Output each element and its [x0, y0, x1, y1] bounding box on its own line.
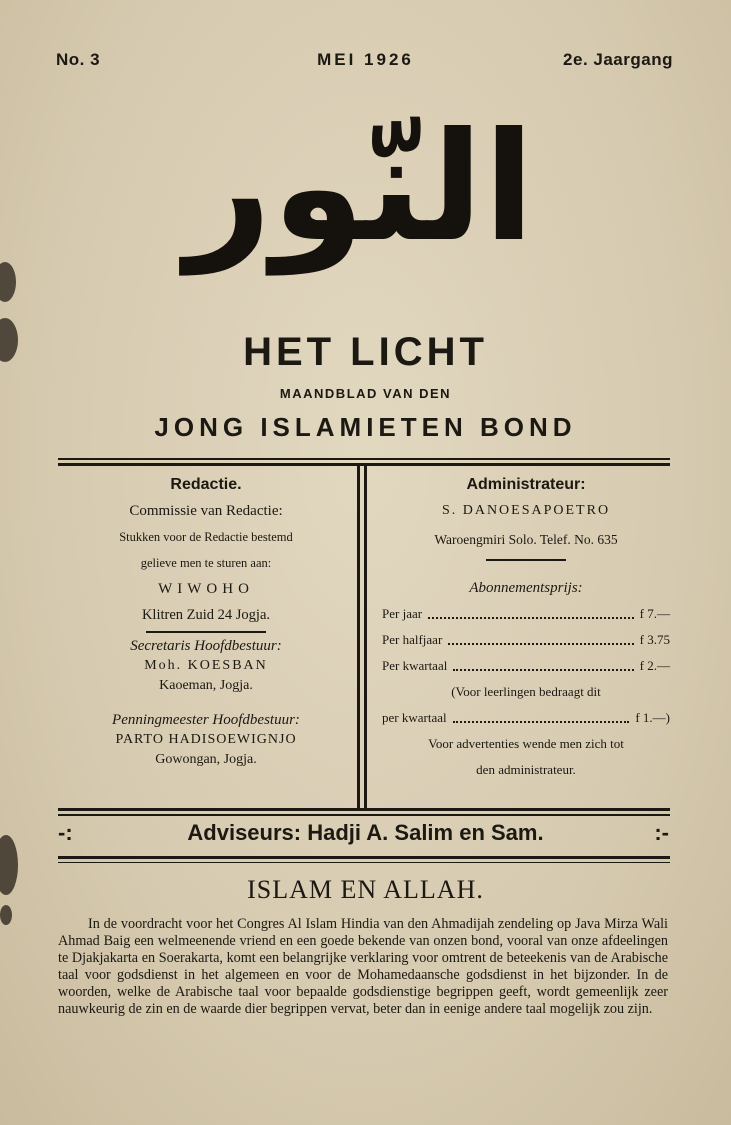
- treasurer-label: Penningmeester Hoofdbestuur:: [112, 712, 300, 728]
- secretary-address: Kaoeman, Jogja.: [159, 678, 253, 693]
- organization-name: JONG ISLAMIETEN BOND: [154, 412, 577, 442]
- leader-dots: [428, 601, 634, 619]
- redactie-column: [58, 472, 354, 770]
- issue-date: MEI 1926: [317, 50, 414, 69]
- volume: 2e. Jaargang: [563, 50, 673, 69]
- subscription-label: Abonnementsprijs:: [469, 580, 583, 596]
- price-value: f 1.—): [635, 710, 670, 725]
- price-label: Per jaar: [382, 606, 423, 621]
- ad-note: Voor advertenties wende men zich tot: [428, 736, 624, 751]
- ink-stain: [0, 262, 16, 302]
- divider: [486, 559, 566, 561]
- ornament: -:: [58, 820, 73, 845]
- administratie-column: [382, 472, 670, 783]
- redactie-line2: gelieve men te sturen aan:: [140, 556, 272, 570]
- treasurer-address: Gowongan, Jogja.: [155, 752, 257, 767]
- admin-heading: Administrateur:: [466, 476, 586, 493]
- subtitle: MAANDBLAD VAN DEN: [279, 386, 452, 401]
- price-row: [382, 653, 670, 679]
- article-title: ISLAM EN ALLAH.: [247, 875, 484, 904]
- redactie-line1: Stukken voor de Redactie bestemd: [119, 530, 293, 544]
- divider: [58, 862, 670, 863]
- treasurer-name: PARTO HADISOEWIGNJO: [115, 732, 297, 747]
- divider: [58, 814, 670, 816]
- divider: [58, 808, 670, 811]
- ink-stain: [0, 905, 12, 925]
- price-value: f 3.75: [639, 632, 670, 647]
- arabic-title: النّور: [185, 101, 535, 275]
- admin-address: Waroengmiri Solo. Telef. No. 635: [434, 532, 618, 547]
- advisors-text: Adviseurs: Hadji A. Salim en Sam.: [187, 820, 544, 845]
- advisors-line: [0, 820, 731, 846]
- divider: [58, 458, 670, 460]
- ad-note-2: den administrateur.: [476, 762, 576, 777]
- editor-address: Klitren Zuid 24 Jogja.: [141, 607, 271, 623]
- price-label: per kwartaal: [382, 710, 447, 725]
- article-body: In de voordracht voor het Congres Al Islam Hindia van den Ahmadijah zendeling op Java Mirza Wali Ahmad Baig een welmeenende vriend en een goede bekende van onzen bond, vooral van onze afdeelingen te Djakjakarta en Soerakarta, komt een belangrijke verklaring voor omtrent de beteekenis van de Arabische taal voor godsdienst in het algemeen en voor de Mohamedaansche godsdienst in het bijzonder. In de woorden, welke de Arabische taal voor bepaalde godsdienstige begrippen geeft, wordt gemeenlijk zeer nauwkeurig de zin en de waarde dier begrippen vervat, beter dan in eenige andere taal mogelijk zou zijn.: [58, 916, 668, 1017]
- editor-name: WIWOHO: [158, 581, 254, 597]
- divider: [58, 856, 670, 859]
- student-note: (Voor leerlingen bedraagt dit: [451, 684, 601, 699]
- arabic-logo: [160, 78, 560, 308]
- issue-number: No. 3: [56, 50, 101, 69]
- secretary-name: Moh. KOESBAN: [144, 658, 268, 673]
- ornament: :-: [654, 820, 669, 845]
- leader-dots: [453, 705, 630, 723]
- price-row: [382, 601, 670, 627]
- divider: [146, 631, 266, 633]
- price-value: f 2.—: [639, 658, 670, 673]
- price-row: [382, 627, 670, 653]
- price-label: Per halfjaar: [382, 632, 443, 647]
- redactie-heading: Redactie.: [170, 476, 242, 493]
- price-label: Per kwartaal: [382, 658, 448, 673]
- leader-dots: [448, 627, 633, 645]
- column-divider: [357, 466, 360, 808]
- admin-name: S. DANOESAPOETRO: [441, 503, 611, 518]
- price-value: f 7.—: [639, 606, 670, 621]
- price-row: [382, 705, 670, 731]
- column-divider: [364, 466, 367, 808]
- secretary-label: Secretaris Hoofdbestuur:: [130, 638, 282, 654]
- commission-label: Commissie van Redactie:: [129, 503, 283, 519]
- page-title: HET LICHT: [243, 330, 488, 374]
- leader-dots: [453, 653, 633, 671]
